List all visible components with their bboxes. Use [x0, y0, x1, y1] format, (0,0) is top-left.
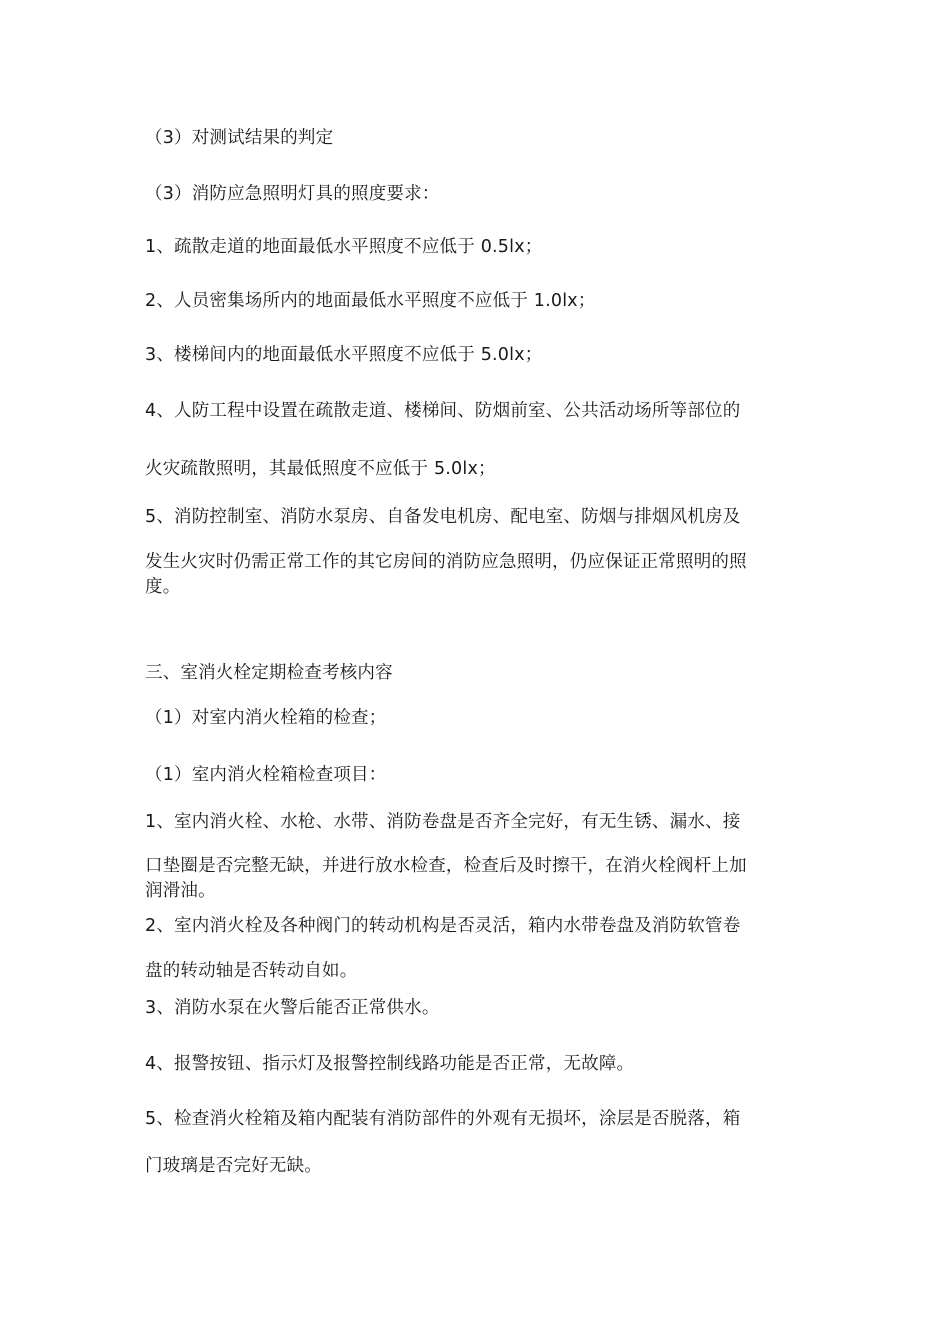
- check-item-1-line-2: 口垫圈是否完整无缺，并进行放水检查，检查后及时擦干，在消火栓阀杆上加: [145, 856, 747, 876]
- list-item-5-line-3: 度。: [145, 577, 181, 597]
- list-item-3-line-1: 3、楼梯间内的地面最低水平照度不应低于 5.0lx；: [145, 345, 543, 365]
- list-item-2-line-1: 2、人员密集场所内的地面最低水平照度不应低于 1.0lx；: [145, 291, 596, 311]
- check-item-5-line-1: 5、检查消火栓箱及箱内配装有消防部件的外观有无损坏，涂层是否脱落，箱: [145, 1109, 741, 1129]
- section-heading-hydrant-inspection: 三、室消火栓定期检查考核内容: [145, 663, 393, 683]
- list-item-5-line-1: 5、消防控制室、消防水泵房、自备发电机房、配电室、防烟与排烟风机房及: [145, 507, 741, 527]
- check-item-2-line-1: 2、室内消火栓及各种阀门的转动机构是否灵活，箱内水带卷盘及消防软管卷: [145, 916, 741, 936]
- check-item-3-line-1: 3、消防水泵在火警后能否正常供水。: [145, 998, 440, 1018]
- check-item-2-line-2: 盘的转动轴是否转动自如。: [145, 961, 358, 981]
- check-item-5-line-2: 门玻璃是否完好无缺。: [145, 1156, 322, 1176]
- subheading-hydrant-box-items: （1）室内消火栓箱检查项目：: [145, 765, 387, 785]
- subheading-test-result: （3）对测试结果的判定: [145, 128, 334, 148]
- list-item-5-line-2: 发生火灾时仍需正常工作的其它房间的消防应急照明，仍应保证正常照明的照: [145, 552, 747, 572]
- subheading-illuminance-requirements: （3）消防应急照明灯具的照度要求：: [145, 184, 440, 204]
- list-item-4-line-1: 4、人防工程中设置在疏散走道、楼梯间、防烟前室、公共活动场所等部位的: [145, 401, 741, 421]
- check-item-1-line-1: 1、室内消火栓、水枪、水带、消防卷盘是否齐全完好，有无生锈、漏水、接: [145, 812, 741, 832]
- list-item-4-line-2: 火灾疏散照明，其最低照度不应低于 5.0lx；: [145, 459, 496, 479]
- check-item-1-line-3: 润滑油。: [145, 881, 216, 901]
- check-item-4-line-1: 4、报警按钮、指示灯及报警控制线路功能是否正常，无故障。: [145, 1054, 635, 1074]
- list-item-1-line-1: 1、疏散走道的地面最低水平照度不应低于 0.5lx；: [145, 237, 543, 257]
- subheading-hydrant-box-check: （1）对室内消火栓箱的检查；: [145, 708, 387, 728]
